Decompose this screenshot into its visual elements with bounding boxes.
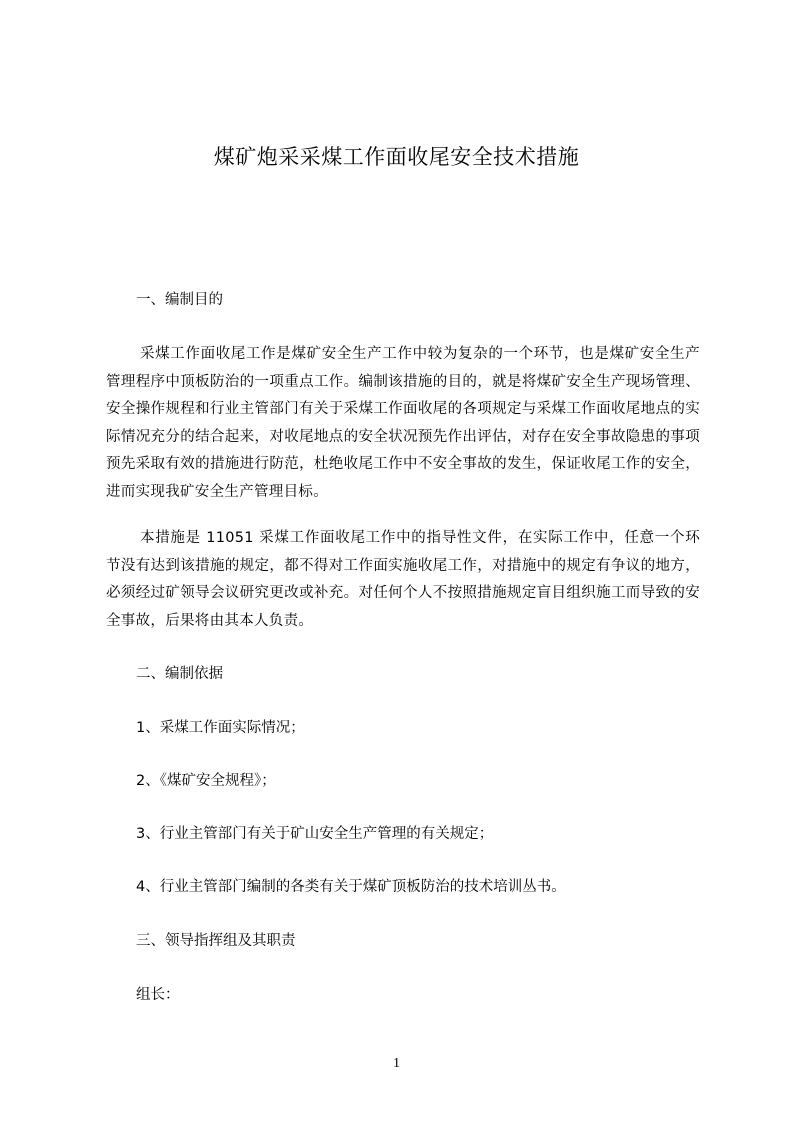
basis-item: 2、《煤矿安全规程》； [136,773,276,789]
section-heading-leadership: 三、领导指挥组及其职责 [136,933,296,949]
group-leader-label: 组长： [136,987,180,1003]
section-heading-basis: 二、编制依据 [136,666,223,682]
basis-item: 1、采煤工作面实际情况； [136,720,305,736]
page-number: 1 [393,1056,400,1071]
basis-item: 4、行业主管部门编制的各类有关于煤矿顶板防治的技术培训丛书。 [136,879,566,895]
section-heading-purpose: 一、编制目的 [136,292,223,308]
basis-item: 3、行业主管部门有关于矿山安全生产管理的有关规定； [136,826,494,842]
paragraph-purpose: 采煤工作面收尾工作是煤矿安全生产工作中较为复杂的一个环节，也是煤矿安全生产管理程序中顶板防治的一项重点工作。编制该措施的目的，就是将煤矿安全生产现场管理、安全操作规程和行业主管部门有关于采煤工作面收尾的各项规定与采煤工作面收尾地点的实际情况充分的结合起来，对收尾地点的安全状况预先作出评估，对存在安全事故隐患的事项预先采取有效的措施进行防范，杜绝收尾工作中不安全事故的发生，保证收尾工作的安全，进而实现我矿安全生产管理目标。 [106,346,700,500]
page-title: 煤矿炮采采煤工作面收尾安全技术措施 [213,145,580,169]
paragraph-scope: 本措施是 11051 采煤工作面收尾工作中的指导性文件，在实际工作中，任意一个环节没有达到该措施的规定，都不得对工作面实施收尾工作，对措施中的规定有争议的地方，必须经过矿领导会议研究更改或补充。对任何个人不按照措施规定盲目组织施工而导致的安全事故，后果将由其本人负责。 [106,530,700,629]
